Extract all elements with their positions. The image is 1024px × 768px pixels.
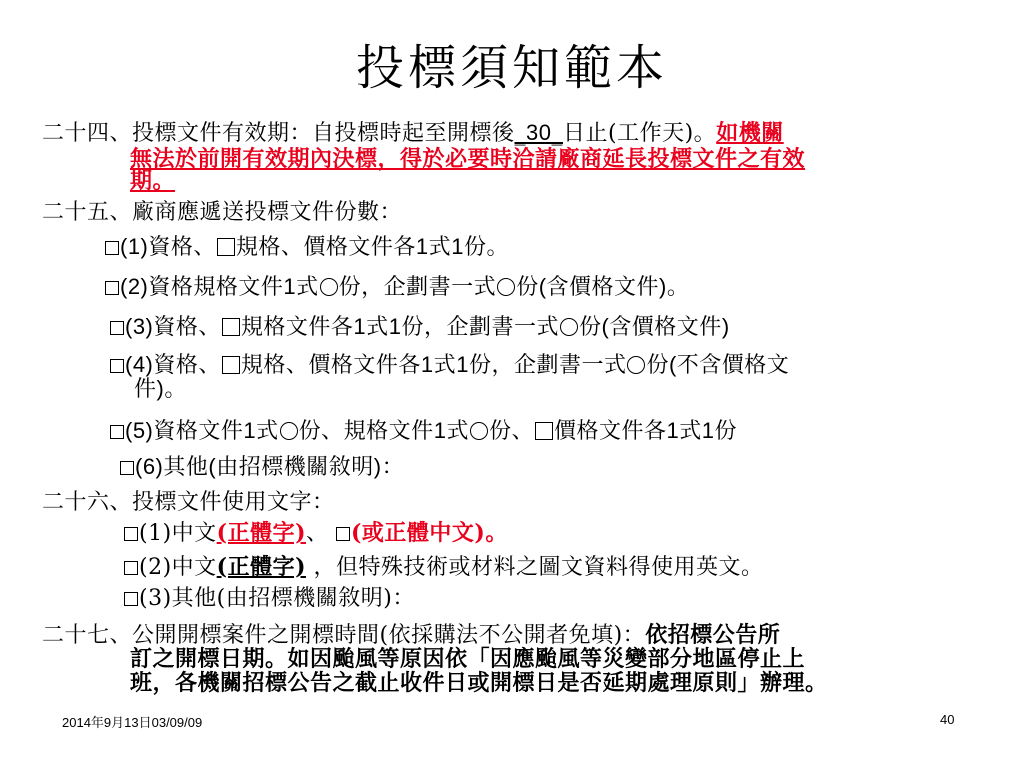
o5i: 價格文件各	[553, 419, 667, 444]
checkbox-icon[interactable]	[110, 425, 124, 439]
item-24-red-3: 期。	[130, 168, 176, 194]
item-27-bold-2: 訂之開標日期。如因颱風等原因依「因應颱風等災變部分地區停止上	[130, 646, 806, 672]
c1a: (1)中文	[139, 521, 217, 546]
c1r2: (或正體中文)。	[351, 520, 508, 546]
checkbox-icon[interactable]	[110, 359, 124, 373]
o5b: 資格文件	[153, 419, 244, 444]
circle-blank-icon	[470, 422, 488, 440]
item-26-line	[42, 490, 335, 516]
item-25-option-5	[110, 418, 737, 445]
item-25-option-4	[110, 352, 789, 379]
circle-blank-icon	[497, 278, 515, 296]
o2f: 份	[516, 275, 539, 300]
o5a: (5)	[125, 418, 154, 443]
checkbox-icon[interactable]	[124, 592, 138, 606]
o4i: (	[668, 352, 677, 377]
footer-page-number: 40	[940, 712, 955, 727]
checkbox-icon[interactable]	[120, 461, 134, 475]
o5f: 1	[433, 418, 447, 443]
o4c: 規格、價格文件各	[240, 353, 421, 378]
item-26-option-3	[124, 586, 415, 612]
o4k: 件	[134, 377, 157, 402]
o4m: 。	[164, 377, 187, 402]
o5k: 式	[679, 419, 702, 444]
o1d: 1	[415, 234, 429, 259]
o5l: 1	[701, 418, 715, 443]
o2e: 份，企劃書一式	[338, 275, 497, 300]
o6c: (	[208, 454, 217, 479]
item-24-days: _30_	[514, 120, 564, 146]
o6e: )	[373, 454, 382, 479]
item-24-red-1: 如機關	[716, 120, 784, 146]
o3j: 含價格文件	[609, 315, 722, 340]
item-27-line-1	[42, 622, 780, 649]
o5c: 1	[243, 418, 257, 443]
checkbox-icon[interactable]	[336, 527, 350, 541]
item-24-text-a: 投標文件有效期：自投標時起至開標後	[132, 121, 515, 146]
o2c: 1	[283, 274, 297, 299]
o3g: 份，企劃書一式	[401, 315, 559, 340]
item-25-option-1	[105, 234, 509, 261]
item-26-option-1	[124, 520, 508, 547]
checkbox-icon[interactable]	[124, 561, 138, 575]
checkbox-icon[interactable]	[222, 356, 240, 374]
footer-date: 2014年9月13日03/09/09	[62, 715, 203, 730]
o1e: 式	[428, 235, 452, 260]
item-25-option-6	[120, 454, 404, 481]
item-24-label: 二十四、	[42, 121, 133, 146]
o3d: 1	[353, 314, 367, 339]
o4l: )	[156, 376, 165, 401]
checkbox-icon[interactable]	[535, 422, 553, 440]
o1f: 1	[451, 234, 464, 259]
o3b: 資格、	[153, 315, 221, 340]
item-27-bold-1: 依招標公告所	[645, 622, 781, 648]
slide-title: 投標須知範本	[355, 40, 668, 96]
c2a: (2)中文	[139, 555, 217, 580]
o2j: 。	[666, 275, 690, 300]
c1r: (正體字)	[216, 520, 306, 546]
o2d: 式	[296, 275, 319, 300]
item-24-line-1	[42, 120, 784, 147]
item-26-text: 投標文件使用文字：	[132, 490, 335, 515]
item-25-text: 廠商應遞送投標文件份數：	[132, 200, 403, 225]
o1b: 資格、	[148, 235, 216, 260]
o3h: 份	[578, 315, 602, 340]
o1a: (1)	[120, 234, 149, 259]
item-25-option-4-cont	[134, 376, 187, 403]
c2b: (正體字)	[216, 554, 306, 580]
o2a: (2)	[120, 274, 149, 299]
o6f: ：	[381, 455, 405, 480]
c2c: ，但特殊技術或材料之圖文資料得使用英文。	[313, 555, 764, 580]
o4f: 1	[456, 352, 469, 377]
item-25-option-3	[110, 314, 730, 341]
o2g: (	[538, 274, 547, 299]
o3i: (	[601, 314, 610, 339]
o4d: 1	[420, 352, 434, 377]
o3k: )	[721, 314, 730, 339]
o6a: (6)	[135, 454, 164, 479]
o2h: 含價格文件	[546, 275, 660, 300]
item-27-text: 公開開標案件之開標時間(依採購法不公開者免填)：	[132, 623, 646, 648]
o1c: 規格、價格文件各	[235, 235, 416, 260]
o1g: 份。	[463, 235, 509, 260]
checkbox-icon[interactable]	[124, 527, 138, 541]
o5d: 式	[256, 419, 279, 444]
checkbox-icon[interactable]	[217, 238, 235, 256]
item-25-label: 二十五、	[42, 200, 133, 225]
o5e: 份、規格文件	[298, 419, 434, 444]
item-25-line	[42, 200, 402, 226]
o5g: 式	[446, 419, 469, 444]
o5m: 份	[714, 419, 738, 444]
item-24-red-2: 無法於前開有效期內決標，得於必要時洽請廠商延長投標文件之有效	[130, 146, 806, 172]
item-25-option-2	[105, 274, 689, 301]
o4h: 份	[646, 353, 669, 378]
o3e: 式	[366, 315, 389, 340]
o6b: 其他	[163, 455, 209, 480]
checkbox-icon[interactable]	[110, 321, 124, 335]
item-26-label: 二十六、	[42, 490, 133, 515]
c1m: 、	[306, 521, 329, 546]
o5j: 1	[666, 418, 680, 443]
o4j: 不含價格文	[676, 353, 790, 378]
o3c: 規格文件各	[240, 315, 354, 340]
item-27-label: 二十七、	[42, 623, 133, 648]
o4b: 資格、	[153, 353, 221, 378]
item-24-text-b: 日止(工作天)。	[563, 121, 717, 146]
o4a: (4)	[125, 352, 154, 377]
o6d: 由招標機關敘明	[216, 455, 374, 480]
o5h: 份、	[488, 419, 534, 444]
checkbox-icon[interactable]	[222, 318, 240, 336]
circle-blank-icon	[627, 356, 645, 374]
c3: (3)其他(由招標機關敘明)：	[139, 586, 415, 611]
checkbox-icon[interactable]	[105, 241, 119, 255]
circle-blank-icon	[560, 318, 578, 336]
circle-blank-icon	[320, 278, 338, 296]
o3a: (3)	[125, 314, 154, 339]
circle-blank-icon	[280, 422, 298, 440]
checkbox-icon[interactable]	[105, 281, 119, 295]
o2b: 資格規格文件	[148, 275, 284, 300]
o3f: 1	[388, 314, 402, 339]
item-27-bold-3: 班，各機關招標公告之截止收件日或開標日是否延期處理原則」辦理。	[130, 670, 828, 696]
o4e: 式	[433, 353, 457, 378]
o4g: 份，企劃書一式	[468, 353, 627, 378]
item-26-option-2	[124, 554, 764, 581]
o2i: )	[659, 274, 667, 299]
